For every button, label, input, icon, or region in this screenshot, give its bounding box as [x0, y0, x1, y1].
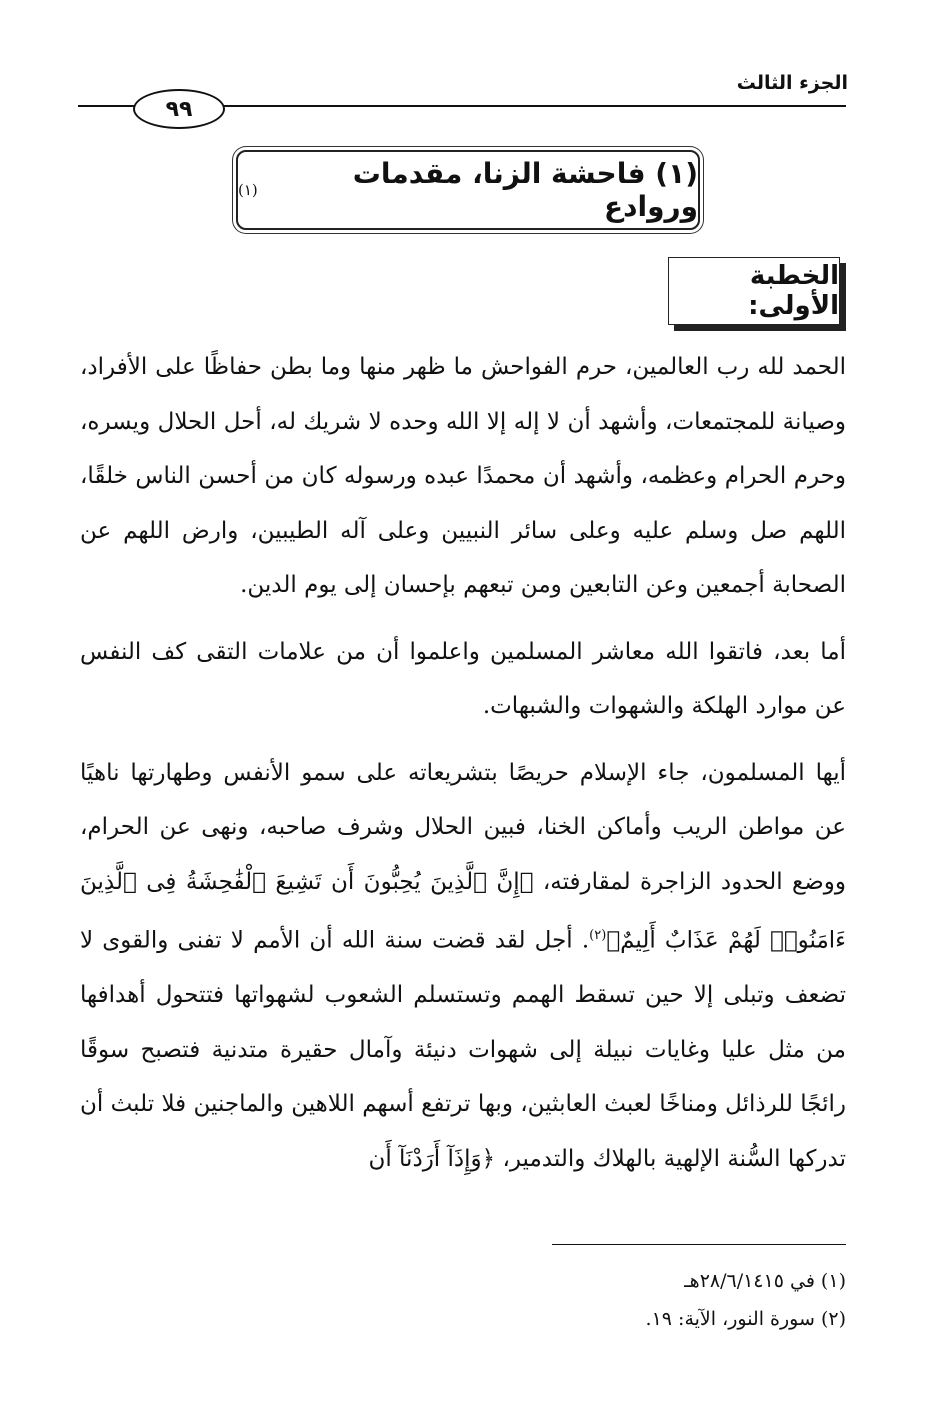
footnote-1: (١) في ٢٨/٦/١٤١٥هـ — [684, 1270, 846, 1292]
title-footnote-ref: (١) — [238, 181, 258, 199]
chapter-title: (١) فاحشة الزنا، مقدمات وروادع — [352, 157, 698, 223]
paragraph-3-part-1: أيها المسلمون، جاء الإسلام حريصًا بتشريعاته على سمو الأنفس وطهارتها ناهيًا عن مواطن الريب وأماكن الخنا، فبين الحلال وشرف صاحبه، ونهى عن الحرام، ووضع الحدود الزاجرة لمقارفته، — [80, 759, 847, 895]
footnote-2: (٢) سورة النور، الآية: ١٩. — [645, 1308, 846, 1330]
page-number: ٩٩ — [133, 89, 225, 129]
footnotes — [646, 1262, 846, 1338]
chapter-title-frame — [236, 150, 700, 230]
verse-footnote-ref: (٢) — [589, 928, 607, 943]
paragraph-2: أما بعد، فاتقوا الله معاشر المسلمين واعلموا أن من علامات التقى كف النفس عن موارد الهلكة والشهوات والشبهات. — [80, 638, 846, 719]
paragraph-3-part-2: . أجل لقد قضت سنة الله أن الأمم لا تفنى والقوى لا تضعف وتبلى إلا حين تسقط الهمم وتستسلم الشعوب لشهواتها فتتحول أهدافها من مثل عليا وغايات نبيلة إلى شهوات دنيئة وآمال حقيرة متدنية فتصبح سوقًا رائجًا للرذائل ومناخًا لعبث العابثين، وبها ترتفع أسهم اللاهين والماجنين فلا تلبث أن تدركها السُّنة الإلهية بالهلاك والتدمير، — [80, 927, 846, 1172]
running-header-title: الجزء الثالث — [736, 72, 848, 94]
quran-verse-2: ﴿وَإِذَآ أَرَدْنَآ أَن — [368, 1145, 496, 1172]
paragraph-1: الحمد لله رب العالمين، حرم الفواحش ما ظهر منها وما بطن حفاظًا على الأفراد، وصيانة للمجتمعات، وأشهد أن لا إله إلا الله وحده لا شريك له، أحل الحلال ويسره، وحرم الحرام وعظمه، وأشهد أن محمدًا عبده ورسوله كان من أحسن الناس خلقًا، اللهم صل وسلم عليه وعلى سائر النبيين وعلى آله الطيبين، وارض اللهم عن الصحابة أجمعين وعن التابعين ومن تبعهم بإحسان إلى يوم الدين. — [80, 354, 846, 598]
footnote-rule — [552, 1244, 846, 1245]
paragraph-3 — [80, 746, 846, 1187]
section-subheading: الخطبة الأولى: — [668, 257, 840, 325]
quran-verse-1: ﴿إِنَّ ٱلَّذِينَ يُحِبُّونَ أَن تَشِيعَ ٱلْفَٰحِشَةُ فِى ٱلَّذِينَ ءَامَنُوا۟ لَهُمْ عَذَابٌ أَلِيمٌ﴾ — [80, 868, 846, 954]
body-text — [80, 340, 846, 1186]
